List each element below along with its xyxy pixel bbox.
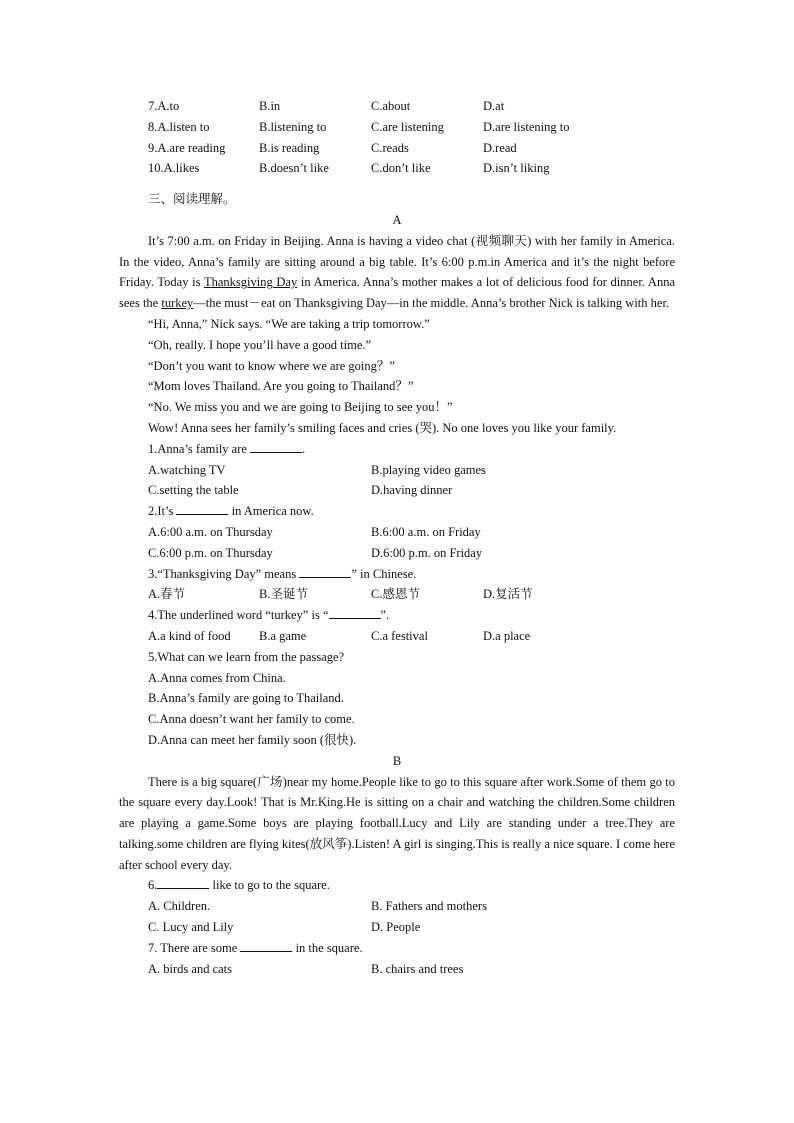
question-text: in the square. [292,940,363,955]
option: A.6:00 a.m. on Thursday [148,524,273,539]
dialog-line: “Don’t you want to know where we are going？” [148,358,395,373]
option: D. People [371,920,421,935]
passage-b-label: B [392,753,402,768]
underlined-thanksgiving: Thanksgiving Day [203,275,298,290]
question-text: 3.“Thanksgiving Day” means [148,566,300,581]
option: A.watching TV [148,462,226,477]
option: D.6:00 p.m. on Friday [371,545,483,560]
option: D.are listening to [483,119,570,134]
passage-a-text-3: —the must－eat on Thanksgiving Day—in the middle. Anna’s brother Nick is talking with her. [193,296,670,311]
passage-b-paragraph: There is a big square(广场)near my home.People like to go to this square after work.Some of them go to the square every day.Look! That is Mr.King.He is sitting on a chair and watching the children.Some children are playing a game.Some boys are playing football.Lucy and Lily are standing under a tree.They are talking.some children are flying kites(放风筝).Listen! A girl is singing.This is really a nice square. I come here after school every day. [119,774,675,872]
option: D.a place [483,628,531,643]
part2-row-9 [119,138,675,159]
option: B.doesn’t like [259,161,329,176]
option: B.in [259,99,281,113]
option: C.感恩节 [371,587,420,602]
option: D.isn’t liking [483,161,550,176]
dialog-line: “Hi, Anna,” Nick says. “We are taking a trip tomorrow.” [148,316,430,331]
option: 7.A.to [148,99,180,113]
option: A. Children. [148,899,211,914]
question-2 [119,501,675,522]
question-text: in America now. [228,504,314,519]
passage-a-paragraph [119,231,675,314]
q2-options [119,543,675,564]
part2-row-8 [119,117,675,138]
question-5: 5.What can we learn from the passage? [148,649,345,664]
option: C.setting the table [148,483,239,498]
dialog-line: “Oh, really. I hope you’ll have a good time.” [148,337,372,352]
option: C.don’t like [371,161,431,176]
passage-a-text-1: It’s 7:00 a.m. on Friday in Beijing. Anna is having a video chat (视频聊天) with her family in America. In the video, Anna’s family are sitting around a big table. It’s 6:00 p.m.in America and it’s the night before Friday. Today is [119,233,675,290]
answer-blank[interactable] [240,938,292,952]
option: A.Anna comes from China. [148,670,286,685]
q1-options [119,480,675,501]
answer-blank[interactable] [250,439,302,453]
option: B.Anna’s family are going to Thailand. [148,691,344,706]
worksheet-content [119,96,675,979]
option: C.a festival [371,628,428,643]
option: C.6:00 p.m. on Thursday [148,545,273,560]
option: C.reads [371,140,409,155]
underlined-turkey: turkey [161,296,194,311]
answer-blank[interactable] [176,501,228,515]
option: 9.A.are reading [148,140,226,155]
answer-blank[interactable] [329,605,381,619]
answer-blank[interactable] [299,564,351,578]
option: D.read [483,140,517,155]
option: B.a game [259,628,307,643]
passage-a-text-2: in America. Anna’s mother makes a lot of delicious food for dinner. Anna sees the [119,275,675,311]
dialog-line: “No. We miss you and we are going to Beijing to see you！” [148,400,453,415]
q6-options [119,917,675,938]
answer-blank[interactable] [157,875,209,889]
section3-title: 三、阅读理解。 [148,192,236,207]
option: B.is reading [259,140,320,155]
q7-options [119,959,675,980]
dialog-line: “Mom loves Thailand. Are you going to Thailand？” [148,379,414,394]
option: B.圣诞节 [259,587,308,602]
option: B.playing video games [371,462,486,477]
question-4 [119,605,675,626]
option: A.a kind of food [148,628,231,643]
option: B. Fathers and mothers [371,899,487,914]
question-text: . [302,441,306,456]
question-6 [119,875,675,896]
part2-row-7 [119,96,675,117]
passage-a-label: A [392,212,402,227]
q2-options [119,522,675,543]
q3-options [119,584,675,605]
option: B. chairs and trees [371,961,464,976]
question-text: ”. [380,608,390,623]
option: C. Lucy and Lily [148,920,234,935]
question-text: 2.It’s [148,504,177,519]
q6-options [119,896,675,917]
option: C.about [371,99,411,113]
part2-options [119,96,675,179]
question-text: 6. [148,878,158,893]
question-7 [119,938,675,959]
option: 8.A.listen to [148,119,210,134]
question-text: 7. There are some [148,940,241,955]
question-text: 4.The underlined word “turkey” is “ [148,608,329,623]
question-text: like to go to the square. [209,878,330,893]
option: C.Anna doesn’t want her family to come. [148,712,355,727]
q1-options [119,460,675,481]
option: D.复活节 [483,587,533,602]
option: A. birds and cats [148,961,233,976]
closing-line: Wow! Anna sees her family’s smiling faces and cries (哭). No one loves you like your family. [148,420,617,435]
option: C.are listening [371,119,444,134]
question-text: ” in Chinese. [351,566,417,581]
question-1 [119,439,675,460]
option: D.Anna can meet her family soon (很快). [148,732,357,747]
option: D.having dinner [371,483,453,498]
option: B.listening to [259,119,327,134]
question-3 [119,564,675,585]
part2-row-10 [119,158,675,179]
q4-options [119,626,675,647]
option: B.6:00 a.m. on Friday [371,524,481,539]
option: 10.A.likes [148,161,200,176]
option: D.at [483,99,505,113]
option: A.春节 [148,587,186,602]
question-text: 1.Anna’s family are [148,441,251,456]
